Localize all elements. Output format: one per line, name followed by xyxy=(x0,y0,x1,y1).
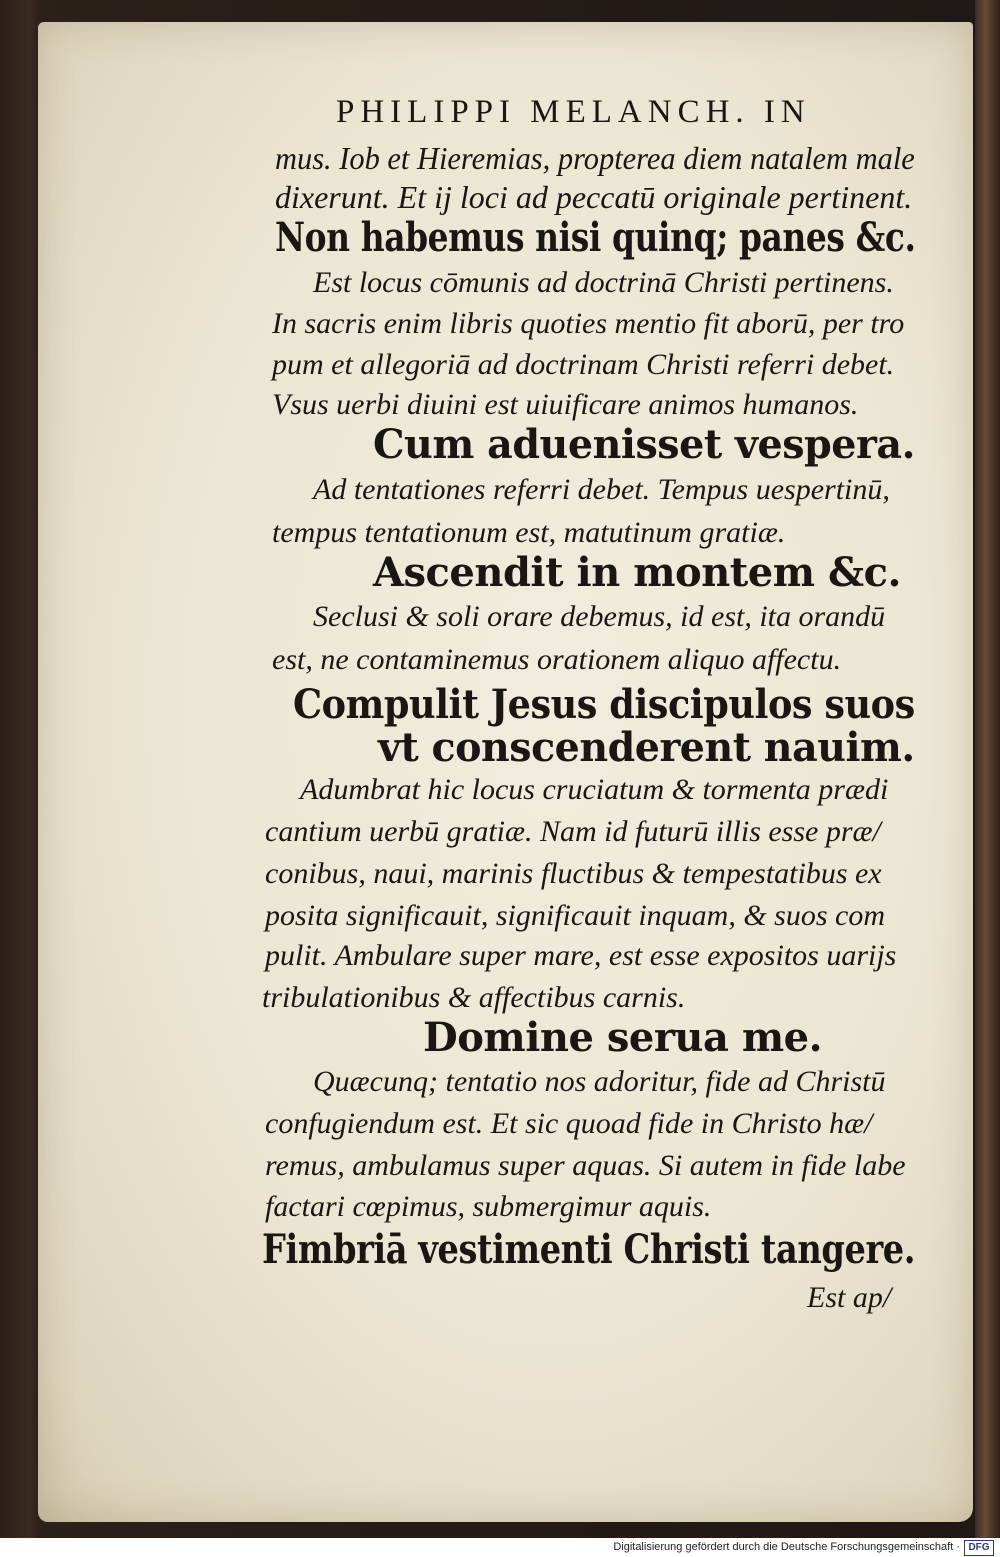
book-fore-edge xyxy=(975,0,1000,1538)
text-line: dixerunt. Et ij loci ad peccatū originale pertinent. xyxy=(275,179,913,215)
text-line: factari cœpimus, submergimur aquis. xyxy=(265,1190,712,1223)
section-heading: Ascendit in montem &c. xyxy=(373,549,901,596)
text-line: est, ne contaminemus orationem aliquo affectu. xyxy=(272,643,842,676)
section-heading: Cum aduenisset vespera. xyxy=(373,421,915,468)
text-line: Ad tentationes referri debet. Tempus uespertinū, xyxy=(313,473,890,506)
dfg-logo: DFG xyxy=(964,1540,994,1556)
funding-credit: Digitalisierung gefördert durch die Deutsche Forschungsgemeinschaft · xyxy=(613,1541,960,1553)
text-line: remus, ambulamus super aquas. Si autem in fide labe xyxy=(265,1149,906,1182)
text-line: mus. Iob et Hieremias, propterea diem natalem male xyxy=(275,140,915,176)
text-line: Seclusi & soli orare debemus, id est, ita orandū xyxy=(313,600,886,633)
section-heading: Fimbriā vestimenti Christi tangere. xyxy=(262,1226,916,1273)
text-line: cantium uerbū gratiæ. Nam id futurū illis esse præ/ xyxy=(265,815,881,848)
running-header: PHILIPPI MELANCH. IN xyxy=(336,94,811,130)
text-line: confugiendum est. Et sic quoad fide in Christo hæ/ xyxy=(265,1107,873,1140)
catchword: Est ap/ xyxy=(807,1281,892,1314)
section-heading: vt conscenderent nauim. xyxy=(378,724,915,771)
section-heading: Non habemus nisi quinq; panes &c. xyxy=(275,214,916,261)
text-line: pum et allegoriā ad doctrinam Christi referri debet. xyxy=(272,348,895,381)
text-line: Vsus uerbi diuini est uiuificare animos humanos. xyxy=(272,388,859,421)
text-line: Est locus cōmunis ad doctrinā Christi pertinens. xyxy=(313,266,894,299)
text-line: tribulationibus & affectibus carnis. xyxy=(262,981,686,1014)
text-line: tempus tentationum est, matutinum gratiæ. xyxy=(272,516,786,549)
text-line: In sacris enim libris quoties mentio fit aborū, per tro xyxy=(272,307,905,340)
section-heading: Domine serua me. xyxy=(423,1014,823,1061)
section-heading: Compulit Jesus discipulos suos xyxy=(293,681,915,728)
text-line: conibus, naui, marinis fluctibus & tempestatibus ex xyxy=(265,857,882,890)
text-line: Adumbrat hic locus cruciatum & tormenta prædi xyxy=(300,773,889,806)
text-line: posita significauit, significauit inquam, & suos com xyxy=(265,899,886,932)
digitization-footer xyxy=(0,1538,1000,1557)
text-line: Quæcunq; tentatio nos adoritur, fide ad Christū xyxy=(313,1065,886,1098)
text-line: pulit. Ambulare super mare, est esse expositos uarijs xyxy=(265,939,897,972)
